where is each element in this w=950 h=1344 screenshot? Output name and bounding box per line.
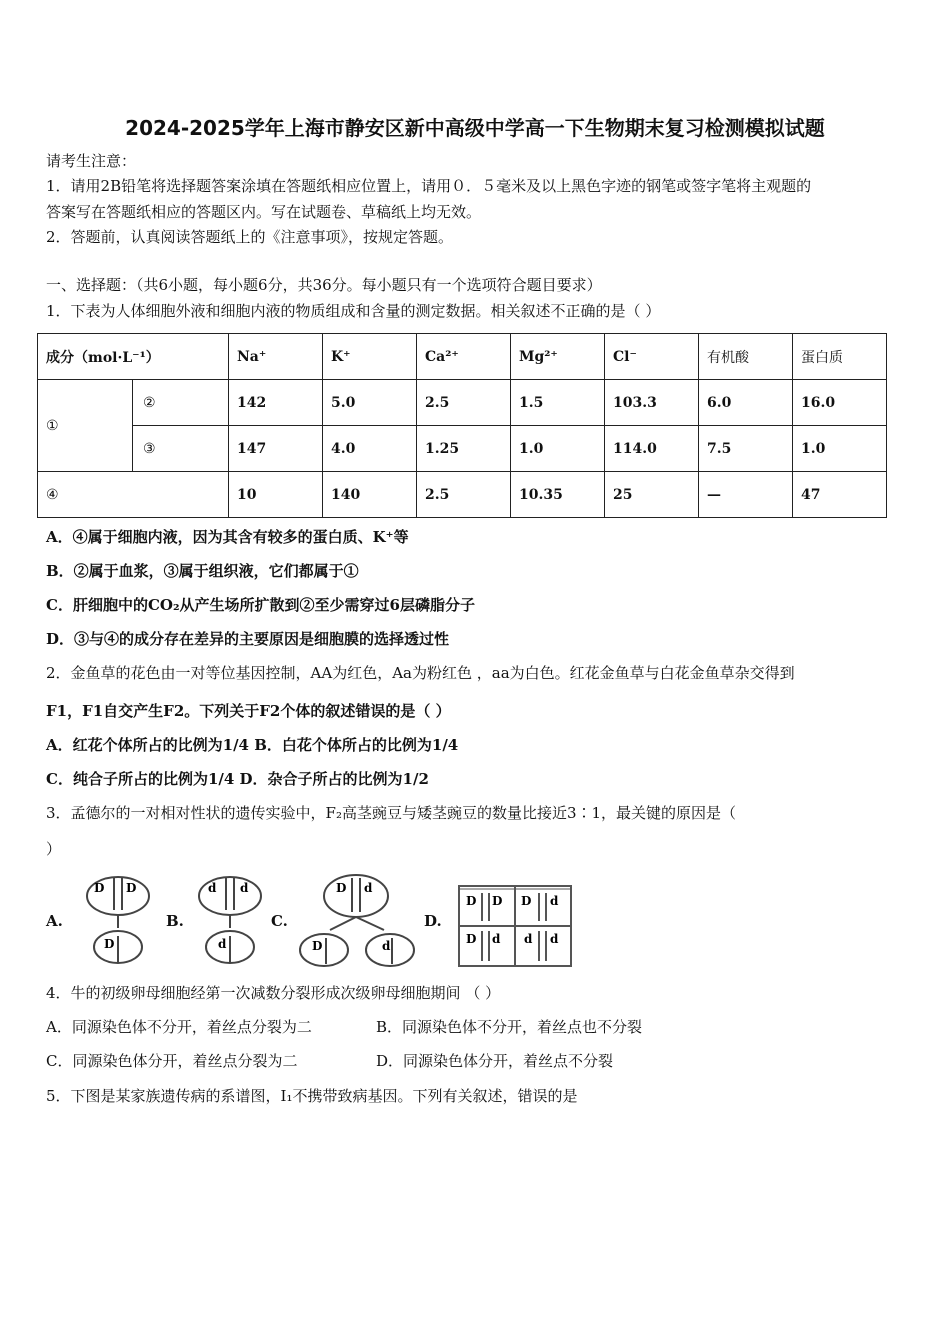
notice-line: 1．请用2B铅笔将选择题答案涂填在答题纸相应位置上，请用０．５毫米及以上黑色字迹的钢笔或签字笔将主观题的 (46, 177, 812, 195)
table-cell: 142 (229, 380, 323, 426)
table-cell: 47 (793, 472, 887, 518)
question-4-option-c: C．同源染色体分开，着丝点分裂为二 (46, 1052, 298, 1070)
table-cell: 103.3 (605, 380, 699, 426)
diagram-c (296, 870, 416, 970)
table-cell: 5.0 (323, 380, 417, 426)
table-cell: 1.0 (793, 426, 887, 472)
table-row (38, 426, 887, 472)
table-cell: 7.5 (699, 426, 793, 472)
allele-label: D (336, 881, 347, 895)
question-4-option-b: B．同源染色体不分开，着丝点也不分裂 (376, 1018, 643, 1036)
option-b-label: B. (166, 912, 184, 930)
allele-label: d (364, 881, 373, 895)
table-header: Cl⁻ (605, 334, 699, 380)
allele-label: D (521, 894, 532, 908)
table-cell: 10 (229, 472, 323, 518)
table-cell: 114.0 (605, 426, 699, 472)
question-4-option-d: D．同源染色体分开，着丝点不分裂 (376, 1052, 614, 1070)
row-label: ② (133, 380, 229, 426)
table-header: 蛋白质 (793, 334, 887, 380)
question-1-stem: 1．下表为人体细胞外液和细胞内液的物质组成和含量的测定数据。相关叙述不正确的是（ ） (46, 302, 661, 320)
data-table (37, 333, 887, 518)
option-b: B．②属于血浆，③属于组织液，它们都属于① (46, 562, 359, 580)
option-a-label: A. (46, 912, 63, 930)
allele-label: D (466, 932, 477, 946)
diagram-a (78, 870, 158, 970)
diagram-b (190, 870, 270, 970)
table-cell: 2.5 (417, 380, 511, 426)
table-header: K⁺ (323, 334, 417, 380)
option-d-label: D. (424, 912, 442, 930)
table-header: 有机酸 (699, 334, 793, 380)
option-d: D．③与④的成分存在差异的主要原因是细胞膜的选择透过性 (46, 630, 450, 648)
diagram-d-punnett (458, 885, 572, 967)
table-cell: 147 (229, 426, 323, 472)
table-header-row (38, 334, 887, 380)
question-5-stem: 5．下图是某家族遗传病的系谱图，Ⅰ₁不携带致病基因。下列有关叙述，错误的是 (46, 1087, 578, 1105)
table-row (38, 472, 887, 518)
notice-line: 2．答题前，认真阅读答题纸上的《注意事项》，按规定答题。 (46, 228, 454, 246)
table-cell: 25 (605, 472, 699, 518)
table-cell: — (699, 472, 793, 518)
question-2-stem: 2．金鱼草的花色由一对等位基因控制，AA为红色，Aa为粉红色 ，aa为白色。红花金鱼草与白花金鱼草杂交得到 (46, 664, 795, 682)
allele-label: d (208, 881, 217, 895)
page-title: 2024-2025学年上海市静安区新中高级中学高一下生物期末复习检测模拟试题 (125, 116, 825, 140)
table-cell: 10.35 (511, 472, 605, 518)
section-heading: 一、选择题：（共6小题，每小题6分，共36分。每小题只有一个选项符合题目要求） (46, 276, 602, 294)
question-3-stem: 3．孟德尔的一对相对性状的遗传实验中，F₂高茎豌豆与矮茎豌豆的数量比接近3∶1，最关键的原因是（ (46, 804, 737, 822)
row-label: ④ (38, 472, 229, 518)
table-header: 成分（mol·L⁻¹） (38, 334, 229, 380)
notice-heading: 请考生注意： (46, 152, 137, 170)
option-c: C．肝细胞中的CO₂从产生场所扩散到②至少需穿过6层磷脂分子 (46, 596, 475, 614)
option-a: A．④属于细胞内液，因为其含有较多的蛋白质、K⁺等 (46, 528, 409, 546)
allele-label: d (492, 932, 501, 946)
allele-label: d (382, 939, 391, 953)
table-cell: 16.0 (793, 380, 887, 426)
table-cell: 140 (323, 472, 417, 518)
allele-label: D (126, 881, 137, 895)
allele-label: D (104, 937, 115, 951)
question-3-stem: ） (46, 840, 62, 858)
table-row (38, 380, 887, 426)
table-header: Ca²⁺ (417, 334, 511, 380)
question-4-stem: 4．牛的初级卵母细胞经第一次减数分裂形成次级卵母细胞期间 （ ） (46, 984, 501, 1002)
table-header: Na⁺ (229, 334, 323, 380)
allele-label: d (550, 894, 559, 908)
allele-label: D (312, 939, 323, 953)
table-header: Mg²⁺ (511, 334, 605, 380)
table-cell: 4.0 (323, 426, 417, 472)
row-group-label: ① (38, 380, 133, 472)
question-4-option-a: A．同源染色体不分开，着丝点分裂为二 (46, 1018, 312, 1036)
allele-label: d (550, 932, 559, 946)
allele-label: D (492, 894, 503, 908)
table-cell: 1.5 (511, 380, 605, 426)
table-cell: 6.0 (699, 380, 793, 426)
table-cell: 1.25 (417, 426, 511, 472)
notice-line: 答案写在答题纸相应的答题区内。写在试题卷、草稿纸上均无效。 (46, 203, 482, 221)
allele-label: d (240, 881, 249, 895)
allele-label: D (466, 894, 477, 908)
option-c-label: C. (271, 912, 288, 930)
allele-label: d (218, 937, 227, 951)
table-cell: 1.0 (511, 426, 605, 472)
question-2-options: C．纯合子所占的比例为1/4 D．杂合子所占的比例为1/2 (46, 770, 429, 788)
allele-label: d (524, 932, 533, 946)
question-2-stem: F1，F1自交产生F2。下列关于F2个体的叙述错误的是（ ） (46, 702, 451, 720)
table-cell: 2.5 (417, 472, 511, 518)
question-2-options: A．红花个体所占的比例为1/4 B．白花个体所占的比例为1/4 (46, 736, 459, 754)
row-label: ③ (133, 426, 229, 472)
allele-label: D (94, 881, 105, 895)
